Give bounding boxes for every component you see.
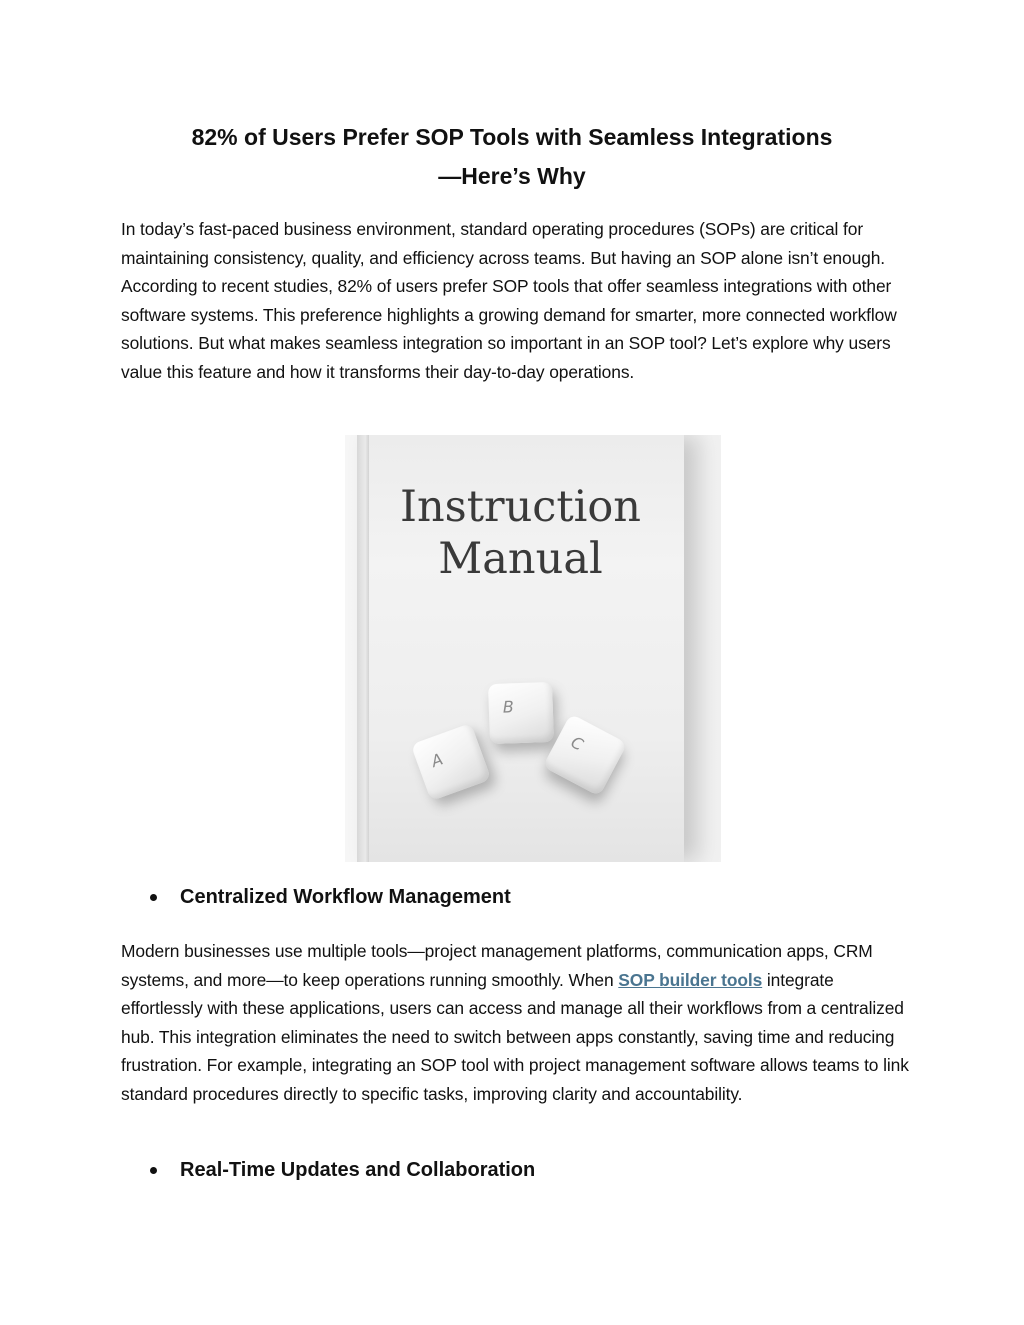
book-title-line-2: Manual — [438, 534, 603, 584]
paragraph-text-before-link: Modern businesses use multiple tools—project management platforms, communication apps, CRM systems, and more—to keep operations running smoothly. When — [121, 941, 873, 990]
sop-builder-tools-link[interactable]: SOP builder tools — [618, 969, 763, 990]
section-heading-text: Real-Time Updates and Collaboration — [180, 1159, 536, 1181]
keycap-b-label: B — [502, 697, 515, 717]
keycap-a — [411, 723, 492, 801]
section-heading-centralized-workflow — [150, 886, 511, 909]
paragraph-text-after-link: integrate effortlessly with these applications, users can access and manage all their workflows from a centralized hub. This integration eliminates the need to switch between apps constantly, saving time and reducing frustration. For example, integrating an SOP tool with project management software allows teams to link standard procedures directly to specific tasks, improving clarity and accountability. — [121, 969, 909, 1104]
keycap-c-label: C — [567, 732, 587, 755]
keycap-c — [543, 713, 628, 796]
title-line-1: 82% of Users Prefer SOP Tools with Seamless Integrations — [191, 124, 833, 150]
page-title — [120, 118, 904, 196]
bullet-icon — [150, 894, 157, 901]
title-line-2: —Here’s Why — [438, 163, 586, 189]
book-cover — [357, 435, 684, 862]
book-title-line-1: Instruction — [400, 482, 641, 532]
book-title — [357, 481, 684, 585]
section-paragraph-centralized-workflow — [121, 937, 911, 1108]
bullet-icon — [150, 1167, 157, 1174]
intro-paragraph: In today’s fast-paced business environment, standard operating procedures (SOPs) are critical for maintaining consistency, quality, and efficiency across teams. But having an SOP alone isn’t enough. According to recent studies, 82% of users prefer SOP tools that offer seamless integrations with other software systems. This preference highlights a growing demand for smarter, more connected workflow solutions. But what makes seamless integration so important in an SOP tool? Let’s explore why users value this feature and how it transforms their day-to-day operations. — [121, 219, 897, 382]
section-heading-real-time-updates — [150, 1159, 535, 1182]
keycap-a-label: A — [428, 749, 446, 771]
section-heading-text: Centralized Workflow Management — [180, 886, 511, 908]
instruction-manual-image — [345, 435, 721, 862]
keycap-b — [488, 682, 554, 744]
